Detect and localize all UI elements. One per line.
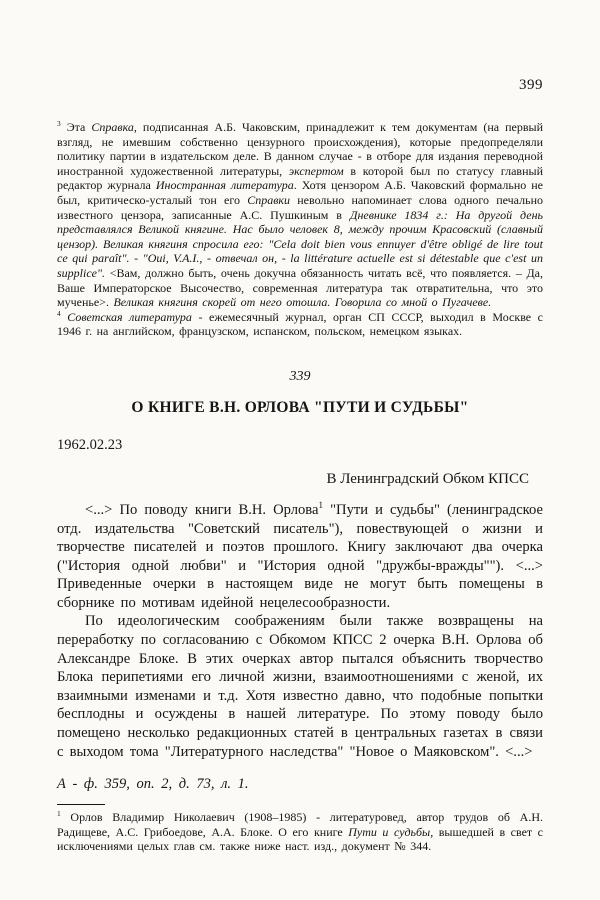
text-segment: , подписанная А.Б. Чаковским, принадлежит к тем документам (на первый взгляд, не имевшим собственно цензурного происхождения), которые предопределяли политику партии в издательском деле. В данном случае - в отборе для издания переводной иностранной художественной литературы, [57, 120, 543, 178]
footnote-divider [57, 804, 105, 805]
text-segment: Эта [60, 120, 92, 134]
text-segment: - ежемесячный журнал, орган СП СССР, выходил в Москве с 1946 г. на английском, французском, испанском, польском, немецком языках. [57, 309, 543, 339]
text-segment: невольно напоминает слова одного печально известного цензора, записанные А.С. Пушкиным в [57, 192, 543, 222]
text-segment: в которой был по статусу главный редактор журнала [57, 163, 543, 193]
footnote-4 [57, 310, 543, 339]
text-segment: Иностранная литература [155, 178, 294, 193]
footnote-marker: 4 [57, 308, 61, 318]
text-segment: "Пути и судьбы" (ленинградское отд. издательства "Советский писатель"), повествующей о жизни и творчестве писателей и поэтов прошлого. Книгу заключают два очерка ("История одной любви" и "История одной "дружбы-вражды""). <...> Приведенные очерки в настоящем виде не могут быть помещены в сборнике по мотивам идейной нецелесообразности. [57, 501, 543, 611]
archival-reference: А - ф. 359, оп. 2, д. 73, л. 1. [57, 776, 249, 793]
footnote-1 [57, 810, 543, 854]
text-segment: Великая княгиня скорей от него отошла. Говорила со мной о Пугачеве. [113, 295, 492, 310]
document-body [57, 501, 543, 761]
document-number: 339 [289, 368, 311, 384]
text-segment: Орлов Владимир Николаевич (1908–1985) - литературовед, автор трудов об А.Н. Радищеве, А.С. Грибоедове, А.А. Блоке. О его книге [57, 810, 543, 839]
document-title: О КНИГЕ В.Н. ОРЛОВА "ПУТИ И СУДЬБЫ" [131, 398, 469, 416]
document-addressee: В Ленинградский Обком КПСС [326, 470, 529, 487]
text-segment: Справка [91, 120, 134, 134]
page-number: 399 [519, 77, 543, 93]
text-segment: , вышедшей в свет с исключениями целых глав см. также ниже наст. изд., документ № 344. [57, 824, 544, 854]
text-segment: Пути и судьбы [348, 824, 431, 839]
text-segment: <...> По поводу книги В.Н. Орлова [85, 501, 319, 518]
text-segment: . Хотя цензором А.Б. Чаковский формально не был, критическо-усталый тон его [57, 178, 543, 207]
footnote-3 [57, 120, 543, 310]
text-segment: <Вам, должно быть, очень докучна обязанность читать всё, что появляется. – Да, Ваше Императорское Высочество, современная литература так отвратительна, что это мученье>. [57, 265, 543, 310]
text-segment: Советская литература [67, 309, 192, 324]
footnote-marker: 3 [57, 119, 61, 128]
text-segment: Дневнике 1834 г.: На другой день представлялся Великой княгине. Нас было человек 8, между прочим Красовский (славный цензор). Великая княгиня спросила его: "Cela doit bien vous ennuyer d'être obligé de lire tout ce qui paraît". - "Oui, V.A.I., - отвечал он, - la littérature actuelle est si détestable que c'est un supplice". [57, 207, 543, 280]
footnote-marker: 1 [318, 500, 324, 511]
document-date: 1962.02.23 [57, 436, 123, 453]
text-segment: Справки [247, 192, 291, 207]
body-paragraph [57, 612, 543, 761]
footnote-marker: 1 [57, 809, 61, 819]
footnotes-top [57, 120, 543, 339]
text-segment: По идеологическим соображениям были также возвращены на переработку по согласованию с Обкомом КПСС 2 очерка В.Н. Орлова об Александре Блоке. В этих очерках автор пытался объяснить творчество Блока перипетиями его личной жизни, взаимоотношениями с женой, их взаимными изменами и т.д. Хотя известно давно, что подобные попытки бесплодны и осуждены в нашей литературе. По этому поводу было помещено несколько редакционных статей в центральных газетах в связи с выходом тома "Литературного наследства" "Новое о Маяковском". <...> [57, 613, 543, 760]
text-segment: экспертом [288, 163, 344, 178]
body-paragraph [57, 501, 543, 613]
